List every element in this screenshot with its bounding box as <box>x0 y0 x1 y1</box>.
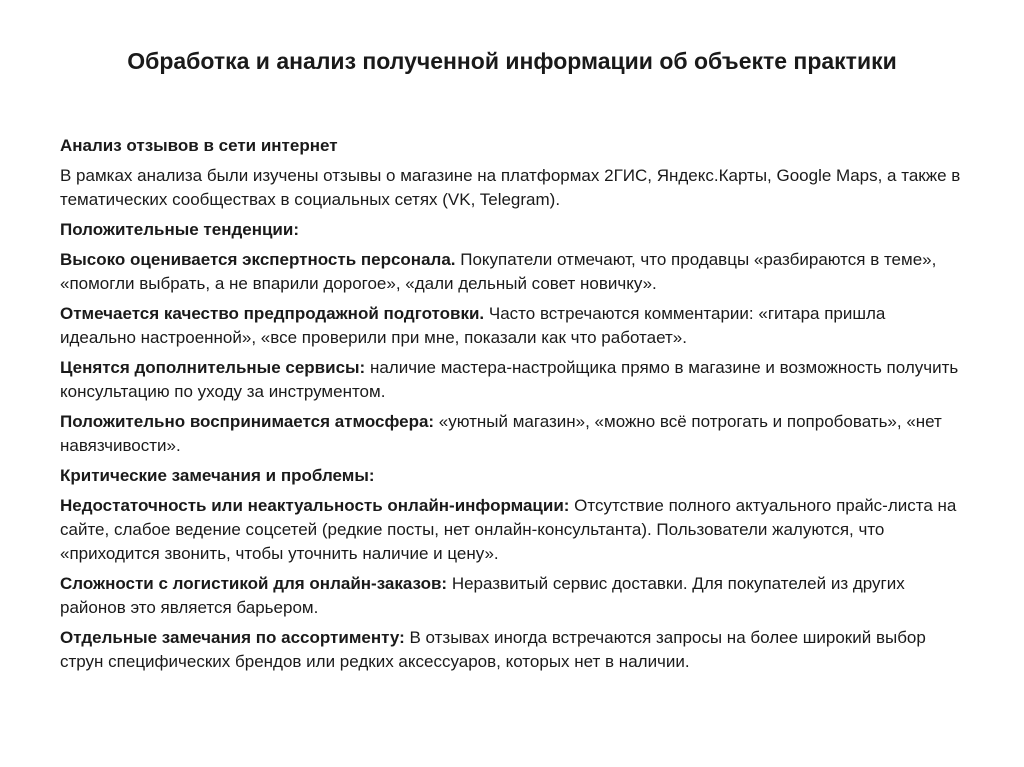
item-lead: Сложности с логистикой для онлайн-заказов: <box>60 574 448 593</box>
item-lead: Отдельные замечания по ассортименту: <box>60 628 405 647</box>
slide-title: Обработка и анализ полученной информации об объекте практики <box>127 48 897 74</box>
item-lead: Ценятся дополнительные сервисы: <box>60 358 366 377</box>
item-text: Неразвитый сервис доставки. Для покупателей из других районов это является барьером. <box>60 574 905 617</box>
item-text: Отсутствие полного актуального прайс-листа на сайте, слабое ведение соцсетей (редкие посты, нет онлайн-консультанта). Пользователи жалуются, что «приходится звонить, чтобы уточнить наличие и цену». <box>60 496 957 563</box>
item-text: Часто встречаются комментарии: «гитара пришла идеально настроенной», «все проверили при мне, показали как что работает». <box>60 304 886 347</box>
item-lead: Высоко оценивается экспертность персонала. <box>60 250 456 269</box>
section-heading-critical: Критические замечания и проблемы: <box>60 466 375 485</box>
critical-item <box>60 626 966 674</box>
item-lead: Положительно воспринимается атмосфера: <box>60 412 435 431</box>
critical-item <box>60 494 966 566</box>
intro-paragraph: В рамках анализа были изучены отзывы о магазине на платформах 2ГИС, Яндекс.Карты, Google Maps, а также в тематических сообществах в социальных сетях (VK, Telegram). <box>60 166 961 209</box>
item-text: наличие мастера-настройщика прямо в магазине и возможность получить консультацию по уходу за инструментом. <box>60 358 959 401</box>
section-heading-positive: Положительные тенденции: <box>60 220 299 239</box>
positive-item <box>60 302 966 350</box>
positive-item <box>60 248 966 296</box>
positive-item <box>60 356 966 404</box>
item-text: В отзывах иногда встречаются запросы на более широкий выбор струн специфических брендов или редких аксессуаров, которых нет в наличии. <box>60 628 926 671</box>
item-text: Покупатели отмечают, что продавцы «разбираются в теме», «помогли выбрать, а не впарили дорогое», «дали дельный совет новичку». <box>60 250 937 293</box>
critical-item <box>60 572 966 620</box>
item-text: «уютный магазин», «можно всё потрогать и попробовать», «нет навязчивости». <box>60 412 942 455</box>
slide-body <box>60 134 966 680</box>
item-lead: Недостаточность или неактуальность онлайн-информации: <box>60 496 570 515</box>
section-heading-reviews: Анализ отзывов в сети интернет <box>60 136 338 155</box>
item-lead: Отмечается качество предпродажной подготовки. <box>60 304 485 323</box>
positive-item <box>60 410 966 458</box>
